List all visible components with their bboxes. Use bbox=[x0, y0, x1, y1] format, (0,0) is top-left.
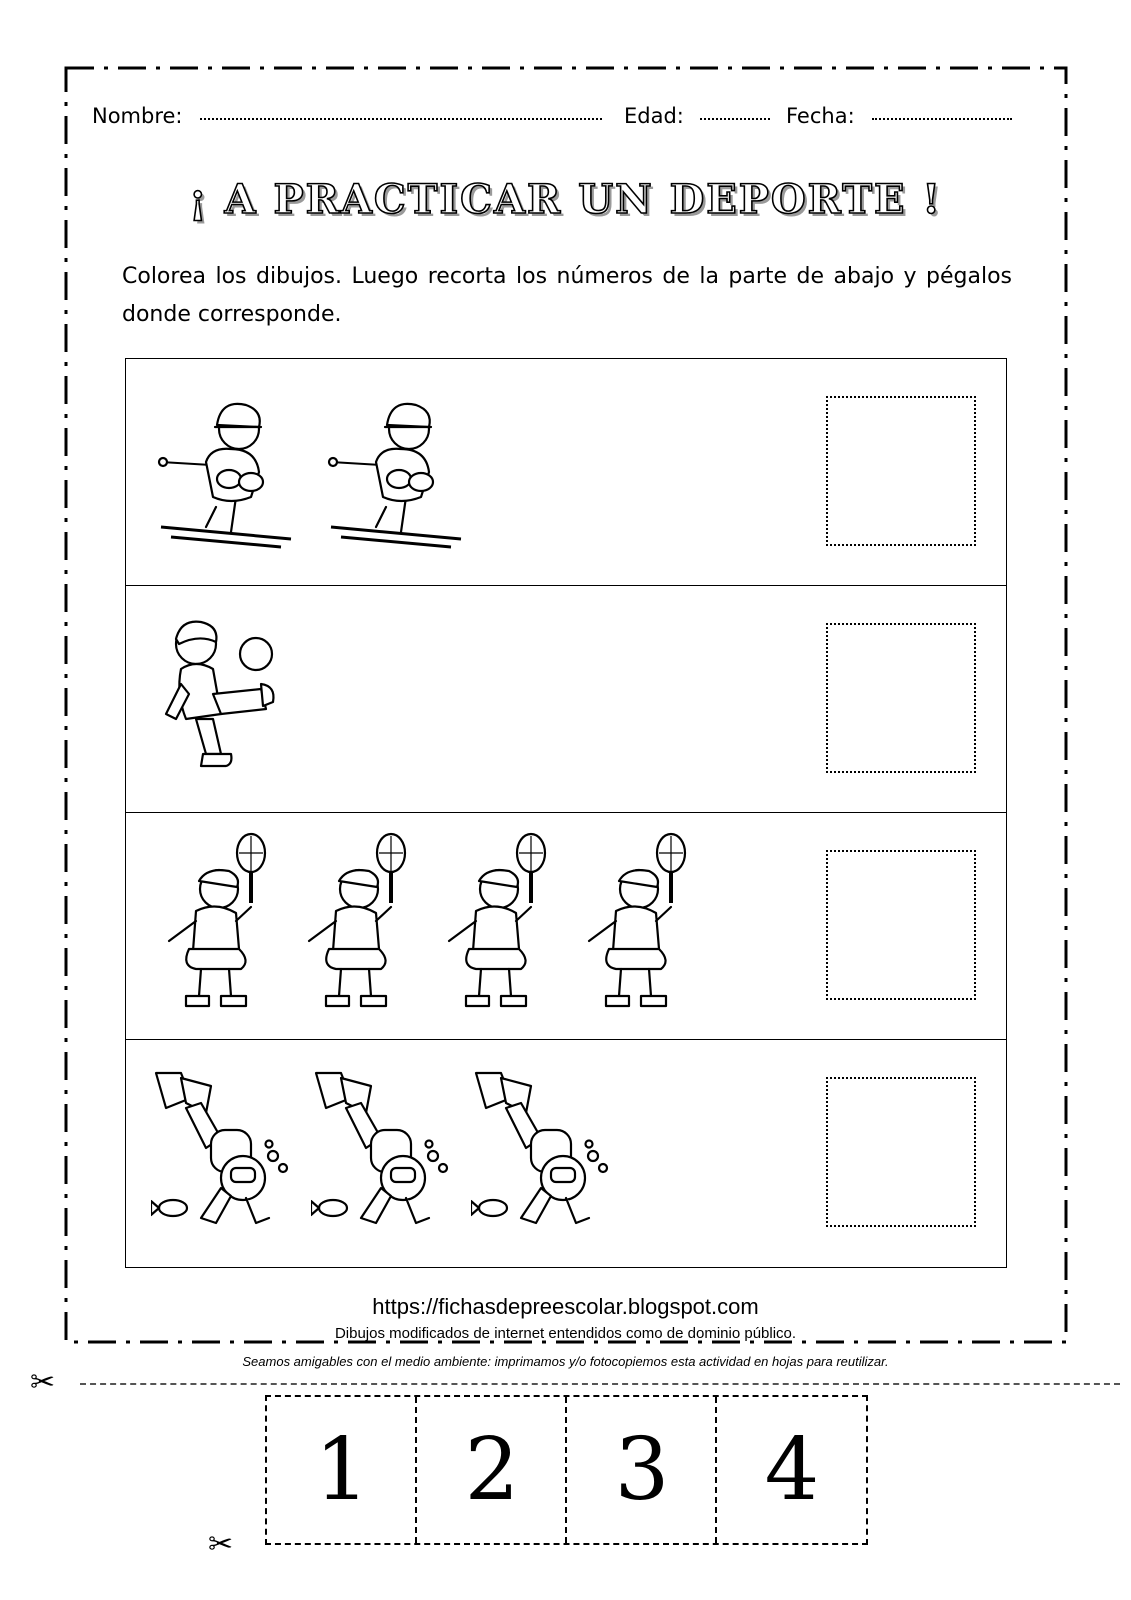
answer-box[interactable] bbox=[826, 850, 976, 1000]
tennis-player-figure bbox=[431, 831, 561, 1020]
cutout-number[interactable]: 1 bbox=[314, 1420, 370, 1520]
name-field[interactable] bbox=[200, 118, 602, 120]
row-soccer bbox=[126, 586, 1006, 813]
scuba-diver-figure bbox=[471, 1068, 626, 1242]
answer-box[interactable] bbox=[826, 396, 976, 546]
tennis-player-figure bbox=[571, 831, 701, 1020]
row-skiers bbox=[126, 359, 1006, 586]
page-title: ¡ A PRACTICAR UN DEPORTE ! bbox=[189, 176, 942, 223]
cutout-number[interactable]: 2 bbox=[464, 1420, 520, 1520]
tennis-player-figure bbox=[291, 831, 421, 1020]
soccer-player-figure bbox=[151, 614, 301, 783]
skier-figure bbox=[151, 387, 301, 556]
scuba-diver-figure bbox=[151, 1068, 306, 1242]
scissors-icon: ✂ bbox=[208, 1527, 234, 1562]
answer-box[interactable] bbox=[826, 623, 976, 773]
row-divers bbox=[126, 1040, 1006, 1266]
tennis-player-figure bbox=[151, 831, 281, 1020]
number-cutout-strip bbox=[265, 1395, 868, 1545]
skier-figure bbox=[321, 387, 471, 556]
date-label: Fecha: bbox=[786, 104, 855, 128]
scuba-diver-figure bbox=[311, 1068, 466, 1242]
instructions-text: Colorea los dibujos. Luego recorta los números de la parte de abajo y pégalos donde corresponde. bbox=[122, 264, 1012, 327]
footer-note: Dibujos modificados de internet entendidos como de dominio público. bbox=[334, 1325, 797, 1342]
scissors-icon: ✂ bbox=[30, 1365, 56, 1400]
footer-url[interactable]: https://fichasdepreescolar.blogspot.com bbox=[372, 1294, 759, 1319]
eco-message: Seamos amigables con el medio ambiente: imprimamos y/o fotocopiemos esta actividad en hojas para reutilizar. bbox=[242, 1354, 889, 1369]
answer-box[interactable] bbox=[826, 1077, 976, 1227]
exercise-grid bbox=[125, 358, 1007, 1268]
cut-line bbox=[80, 1383, 1120, 1385]
cutout-number[interactable]: 3 bbox=[614, 1420, 670, 1520]
age-label: Edad: bbox=[624, 104, 684, 128]
row-tennis bbox=[126, 813, 1006, 1040]
name-label: Nombre: bbox=[92, 104, 183, 128]
date-field[interactable] bbox=[872, 118, 1012, 120]
age-field[interactable] bbox=[700, 118, 770, 120]
cutout-number[interactable]: 4 bbox=[764, 1420, 820, 1520]
